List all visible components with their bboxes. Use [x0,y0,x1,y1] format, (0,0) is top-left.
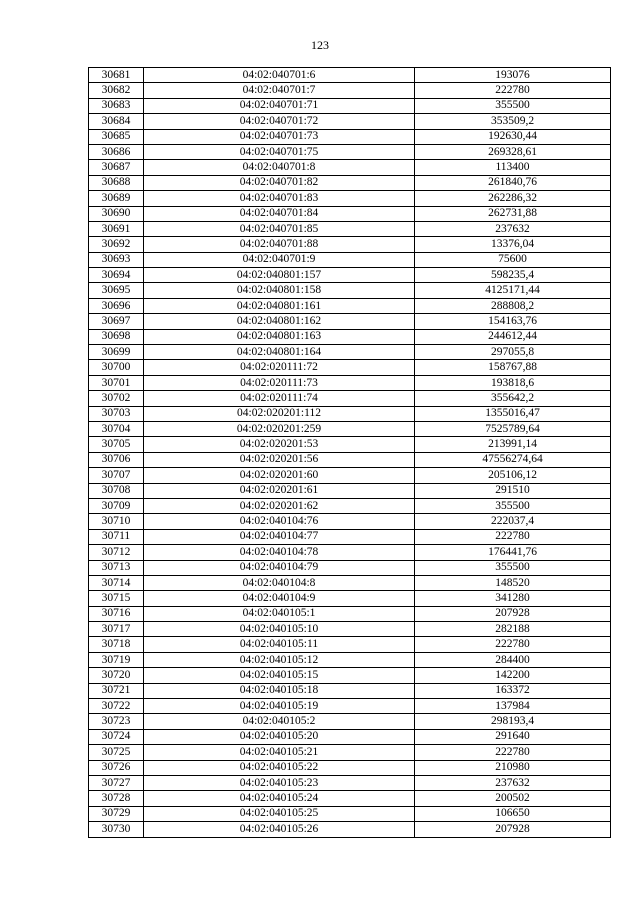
table-row [89,498,611,513]
cadastral-number-cell: 04:02:040801:162 [144,314,415,329]
value-cell: 158767,88 [415,360,611,375]
value-cell: 222037,4 [415,514,611,529]
table-row [89,729,611,744]
value-cell: 237632 [415,775,611,790]
row-number-cell: 30696 [89,298,144,313]
row-number-cell: 30698 [89,329,144,344]
cadastral-number-cell: 04:02:020201:259 [144,421,415,436]
table-row [89,468,611,483]
cadastral-number-cell: 04:02:040105:2 [144,714,415,729]
cadastral-number-cell: 04:02:040701:72 [144,114,415,129]
table-row [89,268,611,283]
value-cell: 291640 [415,729,611,744]
value-cell: 355500 [415,498,611,513]
value-cell: 237632 [415,221,611,236]
row-number-cell: 30716 [89,606,144,621]
value-cell: 210980 [415,760,611,775]
table-row [89,68,611,83]
table-row [89,314,611,329]
table-row [89,191,611,206]
cadastral-number-cell: 04:02:040701:88 [144,237,415,252]
cadastral-number-cell: 04:02:040801:163 [144,329,415,344]
value-cell: 297055,8 [415,345,611,360]
value-cell: 47556274,64 [415,452,611,467]
row-number-cell: 30706 [89,452,144,467]
table-row [89,175,611,190]
row-number-cell: 30729 [89,806,144,821]
table-row [89,637,611,652]
cadastral-number-cell: 04:02:040701:83 [144,191,415,206]
cadastral-number-cell: 04:02:020201:61 [144,483,415,498]
cadastral-number-cell: 04:02:040104:9 [144,591,415,606]
row-number-cell: 30693 [89,252,144,267]
row-number-cell: 30689 [89,191,144,206]
row-number-cell: 30712 [89,545,144,560]
cadastral-number-cell: 04:02:020201:53 [144,437,415,452]
row-number-cell: 30725 [89,745,144,760]
row-number-cell: 30717 [89,622,144,637]
row-number-cell: 30690 [89,206,144,221]
table-row [89,452,611,467]
table-row [89,483,611,498]
row-number-cell: 30730 [89,822,144,837]
table-row [89,806,611,821]
table-row [89,391,611,406]
value-cell: 222780 [415,529,611,544]
row-number-cell: 30686 [89,144,144,159]
cadastral-number-cell: 04:02:040105:23 [144,775,415,790]
value-cell: 137984 [415,699,611,714]
value-cell: 213991,14 [415,437,611,452]
value-cell: 222780 [415,745,611,760]
value-cell: 244612,44 [415,329,611,344]
row-number-cell: 30685 [89,129,144,144]
cadastral-number-cell: 04:02:040104:8 [144,575,415,590]
cadastral-number-cell: 04:02:040105:25 [144,806,415,821]
value-cell: 193818,6 [415,375,611,390]
table-row [89,345,611,360]
row-number-cell: 30694 [89,268,144,283]
value-cell: 355500 [415,560,611,575]
value-cell: 193076 [415,68,611,83]
cadastral-number-cell: 04:02:040701:9 [144,252,415,267]
table-row [89,575,611,590]
row-number-cell: 30705 [89,437,144,452]
row-number-cell: 30687 [89,160,144,175]
row-number-cell: 30708 [89,483,144,498]
value-cell: 353509,2 [415,114,611,129]
row-number-cell: 30714 [89,575,144,590]
table-row [89,514,611,529]
value-cell: 106650 [415,806,611,821]
table-row [89,298,611,313]
table-row [89,360,611,375]
row-number-cell: 30728 [89,791,144,806]
value-cell: 598235,4 [415,268,611,283]
value-cell: 291510 [415,483,611,498]
value-cell: 284400 [415,652,611,667]
value-cell: 1355016,47 [415,406,611,421]
cadastral-number-cell: 04:02:040105:24 [144,791,415,806]
value-cell: 269328,61 [415,144,611,159]
cadastral-number-cell: 04:02:020111:72 [144,360,415,375]
row-number-cell: 30683 [89,98,144,113]
table-row [89,699,611,714]
table-row [89,406,611,421]
cadastral-number-cell: 04:02:040701:84 [144,206,415,221]
cadastral-number-cell: 04:02:040105:26 [144,822,415,837]
row-number-cell: 30707 [89,468,144,483]
row-number-cell: 30727 [89,775,144,790]
cadastral-number-cell: 04:02:020201:56 [144,452,415,467]
table-row [89,144,611,159]
row-number-cell: 30702 [89,391,144,406]
table-body [89,68,611,838]
value-cell: 207928 [415,606,611,621]
value-cell: 261840,76 [415,175,611,190]
table-row [89,683,611,698]
table-row [89,775,611,790]
table-row [89,822,611,837]
row-number-cell: 30704 [89,421,144,436]
table-row [89,421,611,436]
value-cell: 163372 [415,683,611,698]
value-cell: 148520 [415,575,611,590]
cadastral-number-cell: 04:02:020201:62 [144,498,415,513]
table-row [89,283,611,298]
table-row [89,745,611,760]
table-row [89,437,611,452]
row-number-cell: 30724 [89,729,144,744]
value-cell: 75600 [415,252,611,267]
cadastral-number-cell: 04:02:040105:20 [144,729,415,744]
cadastral-number-cell: 04:02:040105:18 [144,683,415,698]
cadastral-number-cell: 04:02:020201:112 [144,406,415,421]
row-number-cell: 30699 [89,345,144,360]
value-cell: 341280 [415,591,611,606]
table-row [89,83,611,98]
table-row [89,652,611,667]
table-row [89,329,611,344]
row-number-cell: 30684 [89,114,144,129]
value-cell: 207928 [415,822,611,837]
cadastral-number-cell: 04:02:040801:164 [144,345,415,360]
row-number-cell: 30692 [89,237,144,252]
table-row [89,375,611,390]
row-number-cell: 30682 [89,83,144,98]
value-cell: 13376,04 [415,237,611,252]
cadastral-number-cell: 04:02:040701:6 [144,68,415,83]
table-row [89,160,611,175]
value-cell: 142200 [415,668,611,683]
row-number-cell: 30711 [89,529,144,544]
row-number-cell: 30697 [89,314,144,329]
cadastral-table [88,67,611,838]
row-number-cell: 30723 [89,714,144,729]
cadastral-number-cell: 04:02:040701:85 [144,221,415,236]
cadastral-number-cell: 04:02:040801:158 [144,283,415,298]
cadastral-number-cell: 04:02:040801:157 [144,268,415,283]
table-row [89,529,611,544]
value-cell: 288808,2 [415,298,611,313]
row-number-cell: 30713 [89,560,144,575]
row-number-cell: 30710 [89,514,144,529]
cadastral-number-cell: 04:02:040105:15 [144,668,415,683]
cadastral-number-cell: 04:02:040105:19 [144,699,415,714]
cadastral-number-cell: 04:02:020111:73 [144,375,415,390]
row-number-cell: 30688 [89,175,144,190]
row-number-cell: 30721 [89,683,144,698]
table-row [89,252,611,267]
row-number-cell: 30719 [89,652,144,667]
value-cell: 113400 [415,160,611,175]
cadastral-number-cell: 04:02:040701:75 [144,144,415,159]
table-row [89,760,611,775]
table-row [89,591,611,606]
table-row [89,237,611,252]
value-cell: 200502 [415,791,611,806]
cadastral-number-cell: 04:02:040701:8 [144,160,415,175]
row-number-cell: 30722 [89,699,144,714]
cadastral-number-cell: 04:02:040701:71 [144,98,415,113]
row-number-cell: 30695 [89,283,144,298]
table-row [89,221,611,236]
cadastral-number-cell: 04:02:040701:82 [144,175,415,190]
table-row [89,98,611,113]
table-row [89,714,611,729]
value-cell: 282188 [415,622,611,637]
cadastral-number-cell: 04:02:040105:10 [144,622,415,637]
row-number-cell: 30718 [89,637,144,652]
row-number-cell: 30691 [89,221,144,236]
table-row [89,668,611,683]
cadastral-number-cell: 04:02:040105:12 [144,652,415,667]
cadastral-number-cell: 04:02:040701:73 [144,129,415,144]
value-cell: 298193,4 [415,714,611,729]
table-row [89,606,611,621]
cadastral-number-cell: 04:02:040104:79 [144,560,415,575]
row-number-cell: 30709 [89,498,144,513]
cadastral-number-cell: 04:02:020201:60 [144,468,415,483]
value-cell: 205106,12 [415,468,611,483]
table-row [89,560,611,575]
row-number-cell: 30701 [89,375,144,390]
value-cell: 192630,44 [415,129,611,144]
value-cell: 222780 [415,637,611,652]
table-row [89,114,611,129]
cadastral-number-cell: 04:02:020111:74 [144,391,415,406]
value-cell: 262286,32 [415,191,611,206]
cadastral-number-cell: 04:02:040104:77 [144,529,415,544]
value-cell: 7525789,64 [415,421,611,436]
cadastral-number-cell: 04:02:040701:7 [144,83,415,98]
value-cell: 154163,76 [415,314,611,329]
value-cell: 176441,76 [415,545,611,560]
cadastral-number-cell: 04:02:040105:11 [144,637,415,652]
cadastral-number-cell: 04:02:040801:161 [144,298,415,313]
row-number-cell: 30726 [89,760,144,775]
value-cell: 4125171,44 [415,283,611,298]
table-row [89,545,611,560]
cadastral-number-cell: 04:02:040104:76 [144,514,415,529]
cadastral-number-cell: 04:02:040105:21 [144,745,415,760]
page-number: 123 [311,38,329,52]
cadastral-number-cell: 04:02:040105:22 [144,760,415,775]
table-row [89,206,611,221]
value-cell: 355500 [415,98,611,113]
table-row [89,129,611,144]
value-cell: 355642,2 [415,391,611,406]
value-cell: 262731,88 [415,206,611,221]
table-row [89,622,611,637]
value-cell: 222780 [415,83,611,98]
row-number-cell: 30715 [89,591,144,606]
row-number-cell: 30700 [89,360,144,375]
row-number-cell: 30703 [89,406,144,421]
cadastral-number-cell: 04:02:040105:1 [144,606,415,621]
cadastral-number-cell: 04:02:040104:78 [144,545,415,560]
row-number-cell: 30720 [89,668,144,683]
row-number-cell: 30681 [89,68,144,83]
table-row [89,791,611,806]
